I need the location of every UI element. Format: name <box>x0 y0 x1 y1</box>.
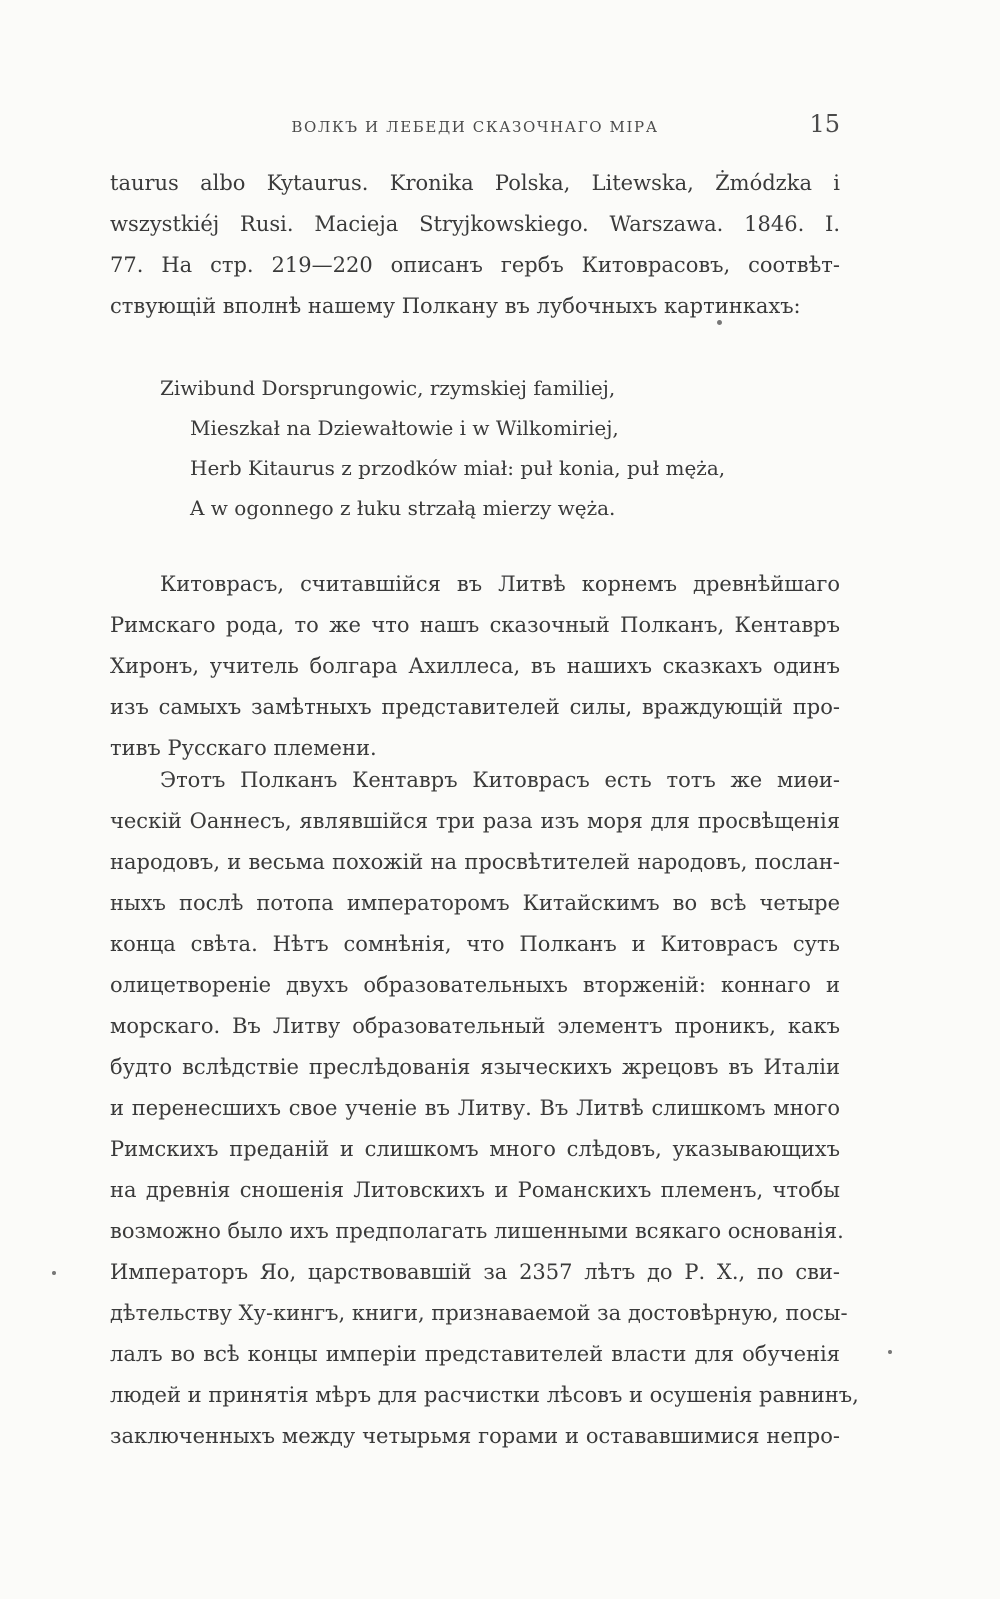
ink-speck <box>52 1271 56 1275</box>
text-line: Императоръ Яо, царствовавшій за 2357 лѣтъ до Р. Х., по сви- <box>110 1260 840 1284</box>
text-line: ческій Оаннесъ, являвшійся три раза изъ моря для просвѣщенія <box>110 809 840 833</box>
text-line: и перенесшихъ свое ученіе въ Литву. Въ Литвѣ слишкомъ много <box>110 1096 840 1120</box>
text-line: заключенныхъ между четырьмя горами и остававшимися непро- <box>110 1424 840 1448</box>
text-line: Этотъ Полканъ Кентавръ Китоврасъ есть тотъ же миѳи- <box>160 768 840 792</box>
verse-quotation <box>110 368 840 528</box>
text-line: народовъ, и весьма похожій на просвѣтителей народовъ, послан- <box>110 850 840 874</box>
text-line: taurus albo Kytaurus. Kronika Polska, Litewska, Żmódzka i <box>110 171 840 195</box>
text-line: Римскихъ преданій и слишкомъ много слѣдовъ, указывающихъ <box>110 1137 840 1161</box>
paragraph-polkan <box>110 760 859 1457</box>
text-line: изъ самыхъ замѣтныхъ представителей силы, враждующій про- <box>110 695 840 719</box>
text-line: возможно было ихъ предполагать лишенными всякаго основанія. <box>110 1219 844 1243</box>
intro-paragraph <box>110 163 840 327</box>
text-line: морскаго. Въ Литву образовательный элементъ проникъ, какъ <box>110 1014 840 1038</box>
ink-speck <box>888 1350 892 1354</box>
text-line: конца свѣта. Нѣтъ сомнѣнія, что Полканъ и Китоврасъ суть <box>110 932 840 956</box>
text-line: людей и принятія мѣръ для расчистки лѣсовъ и осушенія равнинъ, <box>110 1383 859 1407</box>
running-head <box>110 110 840 142</box>
verse-line: A w ogonnego z łuku strzałą mierzy węża. <box>190 496 616 520</box>
text-line: Римскаго рода, то же что нашъ сказочный Полканъ, Кентавръ <box>110 613 840 637</box>
ink-speck <box>717 320 722 325</box>
text-line: олицетвореніе двухъ образовательныхъ вторженій: коннаго и <box>110 973 840 997</box>
verse-line: Mieszkał na Dziewałtowie i w Wilkomiriej, <box>190 416 619 440</box>
text-line: wszystkiéj Rusi. Macieja Stryjkowskiego. Warszawa. 1846. I. <box>110 212 840 236</box>
text-line: лалъ во всѣ концы имперіи представителей власти для обученія <box>110 1342 840 1366</box>
verse-line: Ziwibund Dorsprungowic, rzymskiej familiej, <box>160 376 616 400</box>
text-line: будто вслѣдствіе преслѣдованія языческихъ жрецовъ въ Италіи <box>110 1055 840 1079</box>
text-line: тивъ Русскаго племени. <box>110 736 377 760</box>
paragraph-kitovras <box>110 564 840 769</box>
page-number: 15 <box>809 110 840 138</box>
text-line: Китоврасъ, считавшійся въ Литвѣ корнемъ древнѣйшаго <box>160 572 840 596</box>
text-line: Хиронъ, учитель болгара Ахиллеса, въ нашихъ сказкахъ одинъ <box>110 654 840 678</box>
text-line: ствующій вполнѣ нашему Полкану въ лубочныхъ картинкахъ: <box>110 294 801 318</box>
text-line: ныхъ послѣ потопа императоромъ Китайскимъ во всѣ четыре <box>110 891 840 915</box>
text-line: на древнія сношенія Литовскихъ и Романскихъ племенъ, чтобы <box>110 1178 840 1202</box>
text-line: дѣтельству Ху-кингъ, книги, признаваемой за достовѣрную, посы- <box>110 1301 848 1325</box>
verse-line: Herb Kitaurus z przodków miał: puł konia, puł męża, <box>190 456 726 480</box>
running-title: ВОЛКЪ И ЛЕБЕДИ СКАЗОЧНАГО МІРА <box>291 118 659 136</box>
text-line: 77. На стр. 219—220 описанъ гербъ Китоврасовъ, соотвѣт- <box>110 253 840 277</box>
